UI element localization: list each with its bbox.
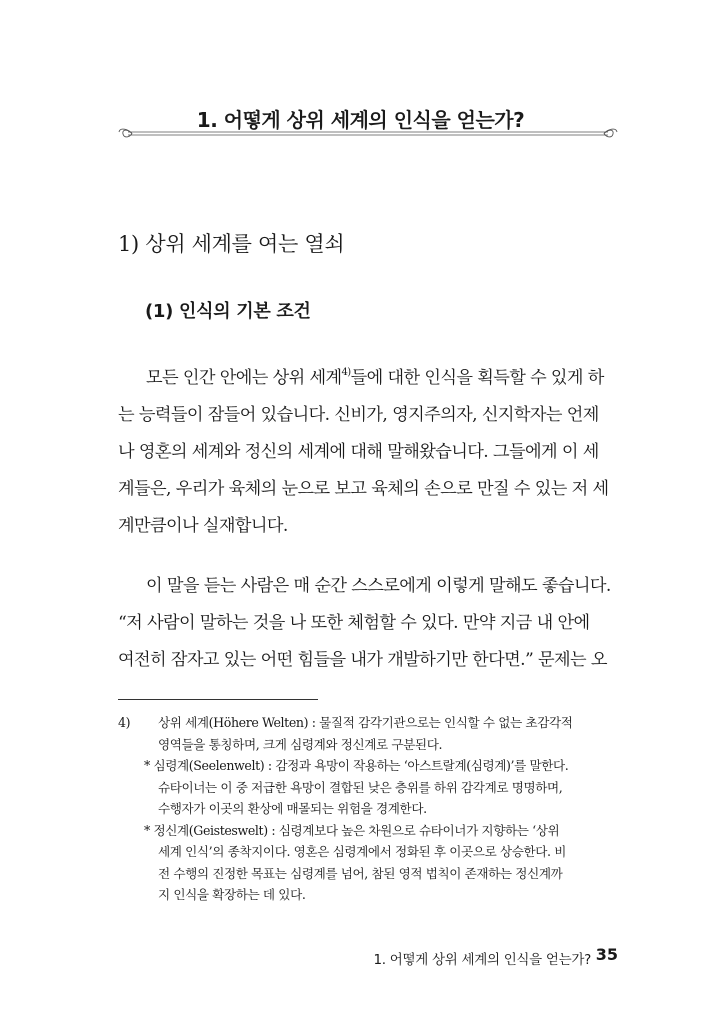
footnote-line: 영역들을 통칭하며, 크게 심령계와 정신계로 구분된다.	[158, 736, 443, 752]
text-run: 상위 세계(Höhere Welten) : 물질적 감각기관으로는 인식할 수 없는 초감각적	[158, 715, 573, 730]
paragraph-line: 계만큼이나 실재합니다.	[118, 516, 288, 536]
footnote-line: * 심령계(Seelenwelt) : 감정과 욕망이 작용하는 ‘아스트랄계(심령계)’를 말한다.	[144, 758, 569, 773]
footnote-line: * 정신계(Geisteswelt) : 심령계보다 높은 차원으로 슈타이너가 지향하는 ‘상위	[144, 822, 560, 838]
text-run: 모든 인간 안에는 상위 세계	[146, 368, 342, 388]
footnote-line: 세계 인식’의 종착지이다. 영혼은 심령계에서 정화된 후 이곳으로 상승한다. 비	[158, 844, 566, 859]
paragraph-line: 나 영혼의 세계와 정신의 세계에 대해 말해왔습니다. 그들에게 이 세	[118, 442, 599, 462]
text-run: 들에 대한 인식을 획득할 수 있게 하	[350, 368, 604, 388]
footnote-ref: 4)	[341, 367, 351, 378]
paragraph-line: “저 사람이 말하는 것을 나 또한 체험할 수 있다. 만약 지금 내 안에	[118, 613, 590, 633]
ornamental-rule-svg	[118, 125, 618, 145]
footnote-divider	[118, 699, 318, 700]
body-paragraph-1	[118, 360, 614, 545]
footnote-line: 지 인식을 확장하는 데 있다.	[158, 887, 306, 902]
footnote-block	[118, 712, 618, 906]
footnote-line: 슈타이너는 이 중 저급한 욕망이 결합된 낮은 층위를 하위 감각계로 명명하며,	[158, 779, 563, 795]
paragraph-line	[118, 360, 614, 397]
footnote-line	[118, 712, 618, 734]
sub-heading: (1) 인식의 기본 조건	[145, 301, 311, 322]
chapter-title: 1. 어떻게 상위 세계의 인식을 얻는가?	[196, 108, 525, 132]
paragraph-line: 는 능력들이 잠들어 있습니다. 신비가, 영지주의자, 신지학자는 언제	[118, 405, 599, 425]
footnote-line: 전 수행의 진정한 목표는 심령계를 넘어, 참된 영적 법칙이 존재하는 정신계까	[158, 865, 563, 881]
paragraph-line: 여전히 잠자고 있는 어떤 힘들을 내가 개발하기만 한다면.” 문제는 오	[118, 650, 607, 670]
paragraph-line: 이 말을 듣는 사람은 매 순간 스스로에게 이렇게 말해도 좋습니다.	[146, 576, 611, 596]
page-number: 35	[595, 945, 618, 964]
footnote-number: 4)	[118, 715, 131, 730]
running-footer: 1. 어떻게 상위 세계의 인식을 얻는가?	[373, 952, 591, 968]
ornamental-rule	[118, 125, 618, 145]
footnote-line: 수행자가 이곳의 환상에 매몰되는 위험을 경계한다.	[158, 801, 427, 816]
paragraph-line: 계들은, 우리가 육체의 눈으로 보고 육체의 손으로 만질 수 있는 저 세	[118, 479, 609, 499]
section-heading: 1) 상위 세계를 여는 열쇠	[118, 232, 345, 256]
body-paragraph-2	[118, 568, 614, 679]
